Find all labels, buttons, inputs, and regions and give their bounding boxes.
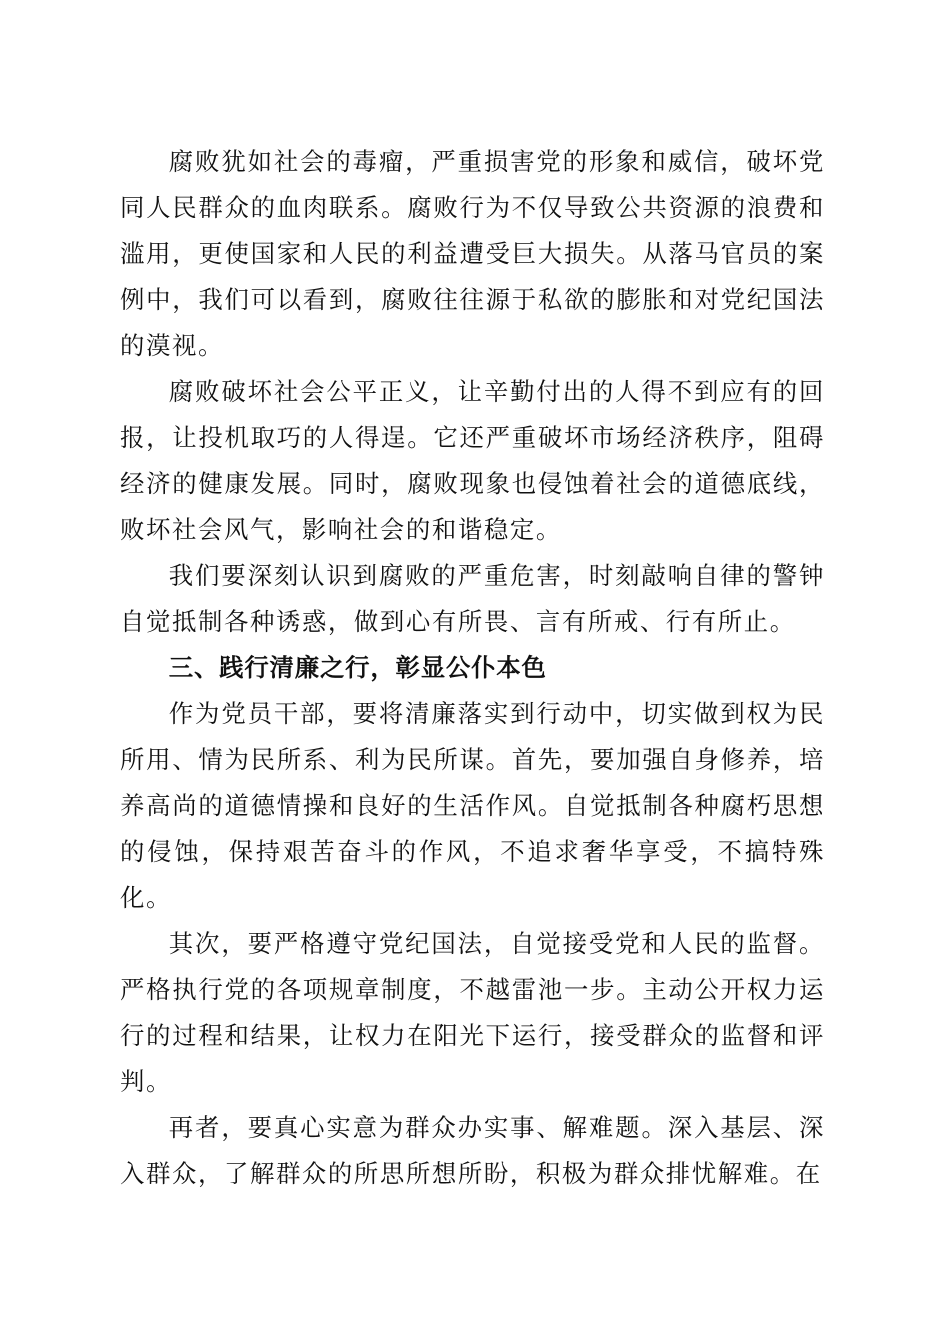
paragraph-self-discipline: 我们要深刻认识到腐败的严重危害，时刻敲响自律的警钟自觉抵制各种诱惑，做到心有所畏、言有所戒、行有所止。 [120,561,825,636]
section-heading-three: 三、践行清廉之行，彰显公仆本色 [168,653,547,682]
paragraph-corruption-harm: 腐败犹如社会的毒瘤，严重损害党的形象和威信，破坏党同人民群众的血肉联系。腐败行为不仅导致公共资源的浪费和滥用，更使国家和人民的利益遭受巨大损失。从落马官员的案例中，我们可以看到，腐败往往源于私欲的膨胀和对党纪国法的漠视。 [120,147,825,360]
paragraph-obey-discipline: 其次，要严格遵守党纪国法，自觉接受党和人民的监督。严格执行党的各项规章制度，不越雷池一步。主动公开权力运行的过程和结果，让权力在阳光下运行，接受群众的监督和评判。 [120,929,825,1096]
paragraph-serve-masses: 再者，要真心实意为群众办实事、解难题。深入基层、深入群众，了解群众的所思所想所盼，积极为群众排忧解难。在 [120,1113,825,1188]
document-page [120,139,825,1197]
paragraph-social-justice: 腐败破坏社会公平正义，让辛勤付出的人得不到应有的回报，让投机取巧的人得逞。它还严重破坏市场经济秩序，阻碍经济的健康发展。同时，腐败现象也侵蚀着社会的道德底线，败坏社会风气，影响社会的和谐稳定。 [120,377,825,544]
paragraph-self-cultivation: 作为党员干部，要将清廉落实到行动中，切实做到权为民所用、情为民所系、利为民所谋。首先，要加强自身修养，培养高尚的道德情操和良好的生活作风。自觉抵制各种腐朽思想的侵蚀，保持艰苦奋斗的作风，不追求奢华享受，不搞特殊化。 [120,699,825,912]
